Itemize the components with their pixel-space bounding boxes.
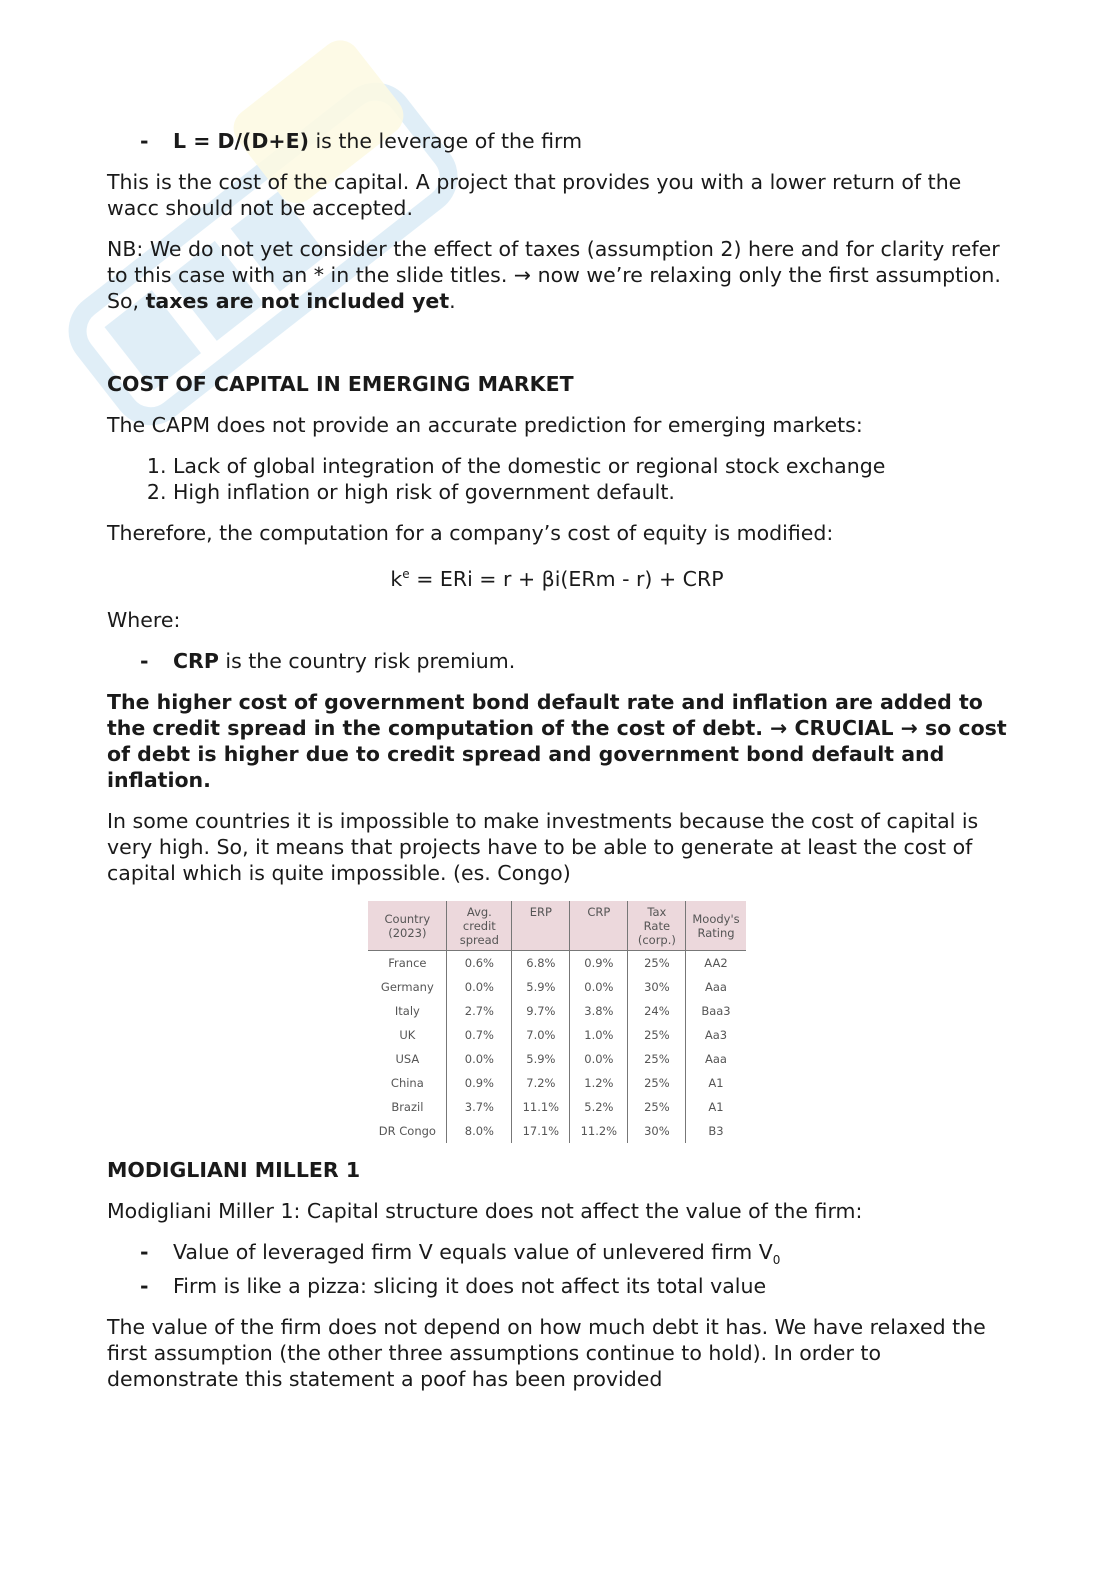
cell-crp: 5.2% (570, 1095, 628, 1119)
cell-rating: A1 (686, 1071, 746, 1095)
cell-country: DR Congo (378, 1123, 436, 1138)
impossible-investment-paragraph: In some countries it is impossible to make investments because the cost of capital is very high. So, it means that projects have to be able to generate at least the cost of capital which is quite impossible. (es. Congo) (107, 808, 979, 885)
cell-country: Germany (380, 979, 434, 994)
header-tax-rate: Tax Rate (corp.) (628, 901, 686, 951)
cell-erp: 11.1% (512, 1095, 570, 1119)
cell-crp: 0.0% (570, 1047, 628, 1071)
reason-item: 1. Lack of global integration of the domestic or regional stock exchange (173, 453, 1007, 479)
table-row (368, 1071, 745, 1095)
header-crp: CRP (570, 901, 628, 951)
cell-country: France (388, 955, 427, 970)
cell-erp: 6.8% (512, 950, 570, 975)
table-row (368, 1119, 745, 1143)
leverage-bullet-list (107, 128, 1007, 154)
cell-country: Italy (394, 1003, 420, 1018)
cell-rating: B3 (686, 1119, 746, 1143)
cell-crp: 1.0% (570, 1023, 628, 1047)
table-row (368, 999, 745, 1023)
mm-bullet-list (107, 1239, 1007, 1299)
mm-bullet-subscript: 0 (772, 1252, 781, 1267)
emerging-market-heading: COST OF CAPITAL IN EMERGING MARKET (107, 372, 574, 396)
cost-of-capital-paragraph: This is the cost of the capital. A project that provides you with a lower return of the wacc should not be accepted. (107, 170, 962, 220)
cell-crp: 0.9% (570, 950, 628, 975)
mm-bullet-value-text: Value of leveraged firm V equals value of unlevered firm V (173, 1239, 773, 1264)
formula-rest: = ERi = r + βi(ERm - r) + CRP (409, 566, 724, 591)
cell-rating: Baa3 (686, 999, 746, 1023)
modigliani-miller-heading: MODIGLIANI MILLER 1 (107, 1157, 361, 1182)
nb-bold-text: taxes are not included yet (145, 289, 450, 313)
nb-end: . (449, 289, 456, 313)
cell-country: China (390, 1075, 424, 1090)
cell-rating: A1 (686, 1095, 746, 1119)
cell-crp: 1.2% (570, 1071, 628, 1095)
table-row (368, 1095, 745, 1119)
capm-intro: The CAPM does not provide an accurate prediction for emerging markets: (107, 413, 863, 437)
table-row (368, 950, 745, 975)
mm-bullet-value (107, 1239, 1007, 1273)
cell-credit-spread: 8.0% (447, 1119, 512, 1143)
reasons-list (107, 453, 1007, 505)
cell-credit-spread: 0.0% (447, 1047, 512, 1071)
header-credit-spread: Avg. credit spread (447, 901, 512, 951)
where-label: Where: (107, 607, 181, 632)
cell-country: UK (399, 1027, 416, 1042)
therefore-paragraph: Therefore, the computation for a company’s cost of equity is modified: (107, 521, 834, 545)
cell-rating: Aaa (686, 1047, 746, 1071)
cell-erp: 7.2% (512, 1071, 570, 1095)
cell-crp: 3.8% (570, 999, 628, 1023)
cell-rating: Aa3 (686, 1023, 746, 1047)
table-row (368, 975, 745, 999)
cell-credit-spread: 0.6% (447, 950, 512, 975)
cell-credit-spread: 0.0% (447, 975, 512, 999)
cell-erp: 7.0% (512, 1023, 570, 1047)
mm-intro: Modigliani Miller 1: Capital structure does not affect the value of the firm: (107, 1198, 863, 1223)
country-risk-table (368, 901, 745, 1143)
cell-country: USA (395, 1051, 420, 1066)
formula-k: k (390, 566, 403, 591)
leverage-term: L = D/(D+E) (173, 129, 309, 153)
cell-tax-rate: 25% (628, 1095, 686, 1119)
country-risk-table-wrapper (107, 901, 1007, 1143)
header-rating: Moody's Rating (686, 901, 746, 951)
nb-text: NB: We do not yet consider the effect of taxes (assumption 2) here and for clarity refer to this case with an * in the slide titles. → now we’re relaxing only the first assumption. So, (107, 237, 1001, 313)
cell-crp: 0.0% (570, 975, 628, 999)
formula-superscript: e (402, 567, 410, 581)
header-country: Country (2023) (368, 901, 447, 951)
header-erp: ERP (512, 901, 570, 951)
cell-tax-rate: 25% (628, 950, 686, 975)
crp-bullet-list (107, 648, 1007, 674)
cell-tax-rate: 25% (628, 1023, 686, 1047)
cell-rating: Aaa (686, 975, 746, 999)
cost-of-equity-formula (107, 561, 1007, 592)
crp-bullet (107, 648, 1007, 674)
cell-credit-spread: 3.7% (447, 1095, 512, 1119)
cell-tax-rate: 24% (628, 999, 686, 1023)
cell-tax-rate: 30% (628, 975, 686, 999)
cell-country: Brazil (391, 1099, 424, 1114)
cell-tax-rate: 25% (628, 1071, 686, 1095)
crp-definition: is the country risk premium. (218, 648, 516, 673)
cell-tax-rate: 25% (628, 1047, 686, 1071)
document-page (107, 128, 1007, 1407)
cell-tax-rate: 30% (628, 1119, 686, 1143)
leverage-definition: is the leverage of the firm (308, 129, 583, 153)
cell-crp: 11.2% (570, 1119, 628, 1143)
cell-erp: 5.9% (512, 975, 570, 999)
crp-term: CRP (173, 648, 219, 673)
mm-bullet-pizza: - Firm is like a pizza: slicing it does not affect its total value (107, 1273, 1007, 1299)
cell-credit-spread: 2.7% (447, 999, 512, 1023)
cell-erp: 9.7% (512, 999, 570, 1023)
nb-paragraph (107, 236, 1007, 314)
mm-conclusion-paragraph: The value of the firm does not depend on how much debt it has. We have relaxed the first assumption (the other three assumptions continue to hold). In order to demonstrate this statement a poof has been provided (107, 1314, 986, 1391)
cell-credit-spread: 0.9% (447, 1071, 512, 1095)
table-row (368, 1023, 745, 1047)
leverage-bullet (107, 128, 1007, 154)
reason-item: 2. High inflation or high risk of government default. (173, 479, 1007, 505)
cell-rating: AA2 (686, 950, 746, 975)
cell-credit-spread: 0.7% (447, 1023, 512, 1047)
cell-erp: 5.9% (512, 1047, 570, 1071)
table-row (368, 1047, 745, 1071)
cost-of-debt-bold-paragraph: The higher cost of government bond default rate and inflation are added to the credit spread in the computation of the cost of debt. → CRUCIAL → so cost of debt is higher due to credit spread and government bond default and inflation. (107, 689, 1007, 792)
table-header-row (368, 901, 745, 951)
cell-erp: 17.1% (512, 1119, 570, 1143)
